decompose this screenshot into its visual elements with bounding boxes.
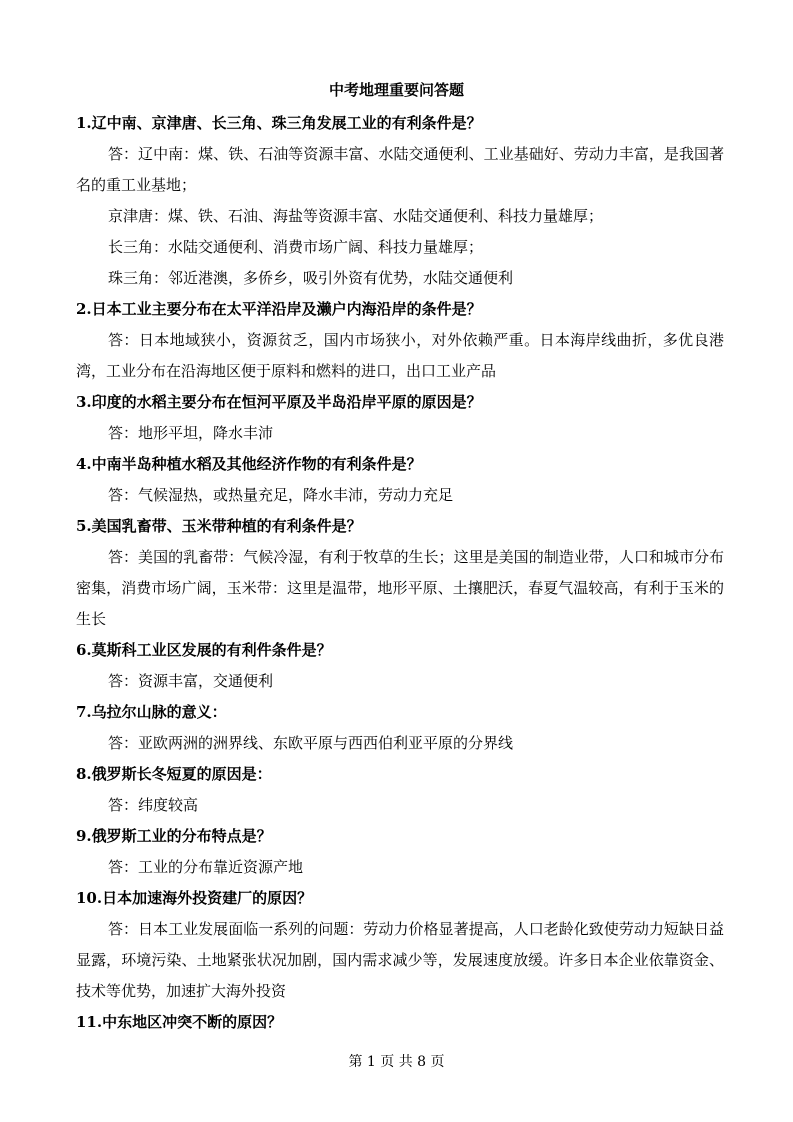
answer-paragraph: 京津唐：煤、铁、石油、海盐等资源丰富、水陆交通便利、科技力量雄厚； <box>108 207 604 225</box>
qa-item-3 <box>76 387 724 449</box>
question: 3.印度的水稻主要分布在恒河平原及半岛沿岸平原的原因是？ <box>76 393 482 411</box>
page-title: 中考地理重要问答题 <box>328 81 464 99</box>
question: 9.俄罗斯工业的分布特点是？ <box>76 827 272 845</box>
question: 1.辽中南、京津唐、长三角、珠三角发展工业的有利条件是？ <box>76 114 482 132</box>
answer-paragraph: 长三角：水陆交通便利、消费市场广阔、科技力量雄厚； <box>108 238 484 256</box>
answer-paragraph: 答：亚欧两洲的洲界线、东欧平原与西西伯利亚平原的分界线 <box>108 734 514 752</box>
qa-item-8 <box>76 759 724 821</box>
answer-paragraph: 答：日本地域狭小，资源贫乏，国内市场狭小，对外依赖严重。日本海岸线曲折，多优良港湾，工业分布在沿海地区便于原料和燃料的进口，出口工业产品 <box>76 331 724 380</box>
qa-item-4 <box>76 449 724 511</box>
qa-item-5 <box>76 511 724 635</box>
question: 10.日本加速海外投资建厂的原因？ <box>76 889 313 907</box>
answer-paragraph: 答：日本工业发展面临一系列的问题：劳动力价格显著提高，人口老龄化致使劳动力短缺日益显露，环境污染、土地紧张状况加剧，国内需求减少等，发展速度放缓。许多日本企业依靠资金、技术等优势，加速扩大海外投资 <box>76 920 724 1000</box>
qa-list <box>76 108 724 1038</box>
question: 7.乌拉尔山脉的意义： <box>76 703 227 721</box>
answer-paragraph: 珠三角：邻近港澳，多侨乡，吸引外资有优势，水陆交通便利 <box>108 269 514 287</box>
answer-paragraph: 答：美国的乳畜带：气候冷湿，有利于牧草的生长；这里是美国的制造业带，人口和城市分布密集，消费市场广阔，玉米带：这里是温带，地形平原、土攘肥沃，春夏气温较高，有利于玉米的生长 <box>76 548 724 628</box>
answer-paragraph: 答：辽中南：煤、铁、石油等资源丰富、水陆交通便利、工业基础好、劳动力丰富，是我国著名的重工业基地； <box>76 145 724 194</box>
question: 11.中东地区冲突不断的原因？ <box>76 1013 283 1031</box>
qa-item-11 <box>76 1007 724 1038</box>
qa-item-10 <box>76 883 724 1007</box>
qa-item-7 <box>76 697 724 759</box>
question: 6.莫斯科工业区发展的有利件条件是？ <box>76 641 332 659</box>
page-footer: 第 1 页 共 8 页 <box>348 1054 445 1070</box>
qa-item-1 <box>76 108 724 294</box>
question: 5.美国乳畜带、玉米带种植的有利条件是？ <box>76 517 362 535</box>
question: 4.中南半岛种植水稻及其他经济作物的有利条件是？ <box>76 455 422 473</box>
qa-item-6 <box>76 635 724 697</box>
answer-paragraph: 答：纬度较高 <box>108 796 199 814</box>
qa-item-9 <box>76 821 724 883</box>
question: 8.俄罗斯长冬短夏的原因是： <box>76 765 272 783</box>
qa-item-2 <box>76 294 724 387</box>
answer-paragraph: 答：资源丰富，交通便利 <box>108 672 274 690</box>
answer-paragraph: 答：工业的分布靠近资源产地 <box>108 858 304 876</box>
answer-paragraph: 答：地形平坦，降水丰沛 <box>108 424 274 442</box>
answer-paragraph: 答：气候湿热，或热量充足，降水丰沛，劳动力充足 <box>108 486 454 504</box>
question: 2.日本工业主要分布在太平洋沿岸及濑户内海沿岸的条件是？ <box>76 300 482 318</box>
